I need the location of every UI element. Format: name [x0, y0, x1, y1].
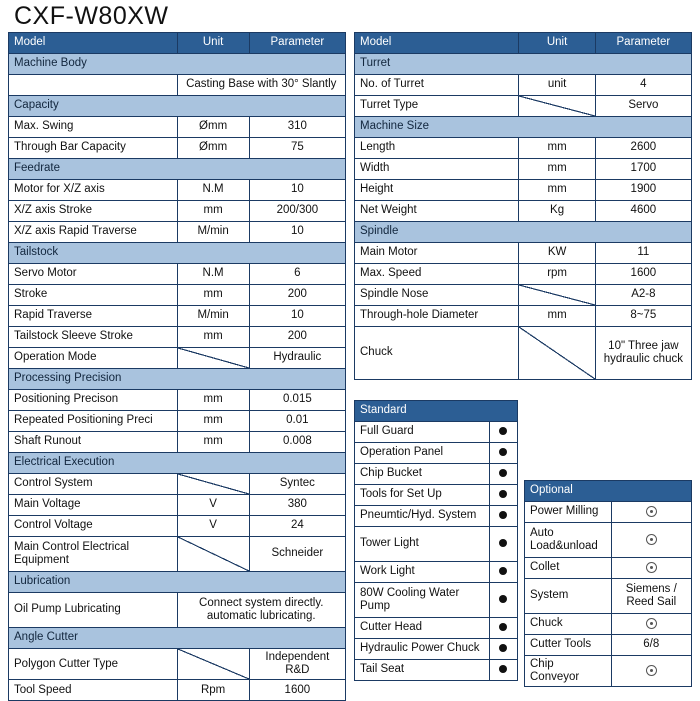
- list-item: [525, 656, 692, 687]
- list-item: [355, 527, 518, 562]
- filled-dot-icon: [499, 665, 507, 673]
- row-param: 10" Three jaw hydraulic chuck: [595, 327, 691, 380]
- left-spec-table: [8, 32, 346, 701]
- row-label: Max. Speed: [355, 264, 519, 285]
- section-row-electrical-execution: [9, 453, 346, 474]
- row-label: No. of Turret: [355, 75, 519, 96]
- table-row: [355, 243, 692, 264]
- column-header-unit: Unit: [519, 33, 595, 54]
- filled-dot-icon: [499, 427, 507, 435]
- table-row: [9, 537, 346, 572]
- row-unit: mm: [519, 180, 595, 201]
- row-unit: Kg: [519, 201, 595, 222]
- row-unit-empty-slash: [519, 327, 595, 380]
- table-row: [9, 593, 346, 628]
- standard-item-label: Operation Panel: [355, 443, 490, 464]
- section-row-capacity: [9, 96, 346, 117]
- circle-dot-icon: [646, 562, 657, 573]
- row-label: Positioning Precison: [9, 390, 178, 411]
- section-label: Tailstock: [9, 243, 346, 264]
- section-row-machine-body: [9, 54, 346, 75]
- standard-item-mark: [489, 527, 517, 562]
- row-unit: Ømm: [177, 138, 249, 159]
- table-row: [9, 390, 346, 411]
- table-row: [9, 306, 346, 327]
- table-header-row: [355, 33, 692, 54]
- row-param: 1600: [595, 264, 691, 285]
- optional-item-label: Cutter Tools: [525, 635, 612, 656]
- row-unit: Ømm: [177, 117, 249, 138]
- row-unit: KW: [519, 243, 595, 264]
- standard-item-label: Tools for Set Up: [355, 485, 490, 506]
- standard-item-mark: [489, 443, 517, 464]
- table-row: [355, 138, 692, 159]
- circle-dot-icon: [646, 534, 657, 545]
- filled-dot-icon: [499, 490, 507, 498]
- standard-item-mark: [489, 485, 517, 506]
- row-param: 0.008: [249, 432, 345, 453]
- table-row: [9, 180, 346, 201]
- standard-item-label: Chip Bucket: [355, 464, 490, 485]
- right-spec-table: [354, 32, 692, 380]
- optional-item-mark: [611, 523, 691, 558]
- row-param: 200: [249, 327, 345, 348]
- row-label: Oil Pump Lubricating: [9, 593, 178, 628]
- list-item: [355, 618, 518, 639]
- standard-item-label: Work Light: [355, 562, 490, 583]
- row-label: X/Z axis Stroke: [9, 201, 178, 222]
- row-unit: mm: [177, 432, 249, 453]
- filled-dot-icon: [499, 511, 507, 519]
- row-unit-empty-slash: [177, 348, 249, 369]
- table-row: [9, 516, 346, 537]
- table-row: [355, 159, 692, 180]
- row-param: Hydraulic: [249, 348, 345, 369]
- table-row: [9, 327, 346, 348]
- section-label: Capacity: [9, 96, 346, 117]
- standard-item-mark: [489, 660, 517, 681]
- list-item: [525, 558, 692, 579]
- row-label: Width: [355, 159, 519, 180]
- row-label: Chuck: [355, 327, 519, 380]
- standard-item-mark: [489, 562, 517, 583]
- row-param: 380: [249, 495, 345, 516]
- optional-item-label: Chuck: [525, 614, 612, 635]
- section-row-spindle: [355, 222, 692, 243]
- row-param: 0.01: [249, 411, 345, 432]
- standard-item-label: Tower Light: [355, 527, 490, 562]
- row-label: Height: [355, 180, 519, 201]
- filled-dot-icon: [499, 567, 507, 575]
- row-param: 1700: [595, 159, 691, 180]
- circle-dot-icon: [646, 665, 657, 676]
- circle-dot-icon: [646, 506, 657, 517]
- row-param: 1900: [595, 180, 691, 201]
- table-row: [9, 474, 346, 495]
- list-item: [525, 614, 692, 635]
- table-row: [9, 222, 346, 243]
- row-param: A2-8: [595, 285, 691, 306]
- section-row-feedrate: [9, 159, 346, 180]
- standard-item-mark: [489, 639, 517, 660]
- row-param: 75: [249, 138, 345, 159]
- row-param: 310: [249, 117, 345, 138]
- optional-item-mark: [611, 558, 691, 579]
- table-row: [355, 264, 692, 285]
- row-label: X/Z axis Rapid Traverse: [9, 222, 178, 243]
- table-row: [9, 411, 346, 432]
- optional-equipment-table: [524, 480, 692, 687]
- row-param: 24: [249, 516, 345, 537]
- table-row: [9, 348, 346, 369]
- row-label: Max. Swing: [9, 117, 178, 138]
- filled-dot-icon: [499, 448, 507, 456]
- row-unit: N.M: [177, 264, 249, 285]
- row-unit-empty-slash: [519, 285, 595, 306]
- standard-item-mark: [489, 506, 517, 527]
- list-item: [355, 464, 518, 485]
- row-label: Spindle Nose: [355, 285, 519, 306]
- standard-header-label: Standard: [355, 401, 518, 422]
- row-param: Servo: [595, 96, 691, 117]
- row-param: 4: [595, 75, 691, 96]
- table-row: [9, 264, 346, 285]
- row-param: 0.015: [249, 390, 345, 411]
- row-unit-empty-slash: [519, 96, 595, 117]
- list-item: [355, 422, 518, 443]
- row-label: Tailstock Sleeve Stroke: [9, 327, 178, 348]
- section-row-machine-size: [355, 117, 692, 138]
- standard-item-mark: [489, 464, 517, 485]
- section-label: Electrical Execution: [9, 453, 346, 474]
- row-param: 6: [249, 264, 345, 285]
- section-row-tailstock: [9, 243, 346, 264]
- row-param: 10: [249, 180, 345, 201]
- list-item: [355, 506, 518, 527]
- optional-item-label: System: [525, 579, 612, 614]
- row-param: 8~75: [595, 306, 691, 327]
- row-label: Through Bar Capacity: [9, 138, 178, 159]
- row-param: 200: [249, 285, 345, 306]
- standard-item-label: Hydraulic Power Chuck: [355, 639, 490, 660]
- optional-item-label: Collet: [525, 558, 612, 579]
- column-header-model: Model: [9, 33, 178, 54]
- optional-header-label: Optional: [525, 481, 692, 502]
- row-label: Control System: [9, 474, 178, 495]
- row-label: Main Motor: [355, 243, 519, 264]
- list-item: [355, 562, 518, 583]
- row-unit: N.M: [177, 180, 249, 201]
- list-item: [355, 583, 518, 618]
- row-param: Schneider: [249, 537, 345, 572]
- row-unit: mm: [177, 411, 249, 432]
- table-row: [9, 117, 346, 138]
- table-row: [355, 201, 692, 222]
- section-label: Lubrication: [9, 572, 346, 593]
- column-header-model: Model: [355, 33, 519, 54]
- table-row: [9, 649, 346, 680]
- standard-item-label: Full Guard: [355, 422, 490, 443]
- optional-header-row: [525, 481, 692, 502]
- row-label: Turret Type: [355, 96, 519, 117]
- section-row-lubrication: [9, 572, 346, 593]
- section-label: Angle Cutter: [9, 628, 346, 649]
- section-label: Feedrate: [9, 159, 346, 180]
- optional-item-mark: [611, 502, 691, 523]
- row-param: Syntec: [249, 474, 345, 495]
- optional-item-value: 6/8: [611, 635, 691, 656]
- filled-dot-icon: [499, 539, 507, 547]
- table-row: [355, 180, 692, 201]
- section-label: Processing Precision: [9, 369, 346, 390]
- row-label: Polygon Cutter Type: [9, 649, 178, 680]
- row-param: 2600: [595, 138, 691, 159]
- row-param: 4600: [595, 201, 691, 222]
- row-unit-empty-slash: [177, 474, 249, 495]
- optional-item-label: Auto Load&unload: [525, 523, 612, 558]
- row-unit: M/min: [177, 222, 249, 243]
- row-unit: unit: [519, 75, 595, 96]
- optional-item-label: Chip Conveyor: [525, 656, 612, 687]
- filled-dot-icon: [499, 469, 507, 477]
- row-unit: mm: [519, 159, 595, 180]
- row-param: Connect system directly. automatic lubricating.: [177, 593, 346, 628]
- list-item: [525, 579, 692, 614]
- row-label: [9, 75, 178, 96]
- row-unit-empty-slash: [177, 537, 249, 572]
- standard-item-label: Pneumtic/Hyd. System: [355, 506, 490, 527]
- row-unit: mm: [177, 201, 249, 222]
- section-label: Spindle: [355, 222, 692, 243]
- column-header-unit: Unit: [177, 33, 249, 54]
- row-value: Casting Base with 30° Slantly: [177, 75, 346, 96]
- row-unit: M/min: [177, 306, 249, 327]
- list-item: [355, 660, 518, 681]
- table-row: [355, 75, 692, 96]
- row-unit: mm: [177, 390, 249, 411]
- row-label: Shaft Runout: [9, 432, 178, 453]
- list-item: [355, 485, 518, 506]
- row-param: 1600: [249, 680, 345, 701]
- list-item: [525, 635, 692, 656]
- row-label: Rapid Traverse: [9, 306, 178, 327]
- filled-dot-icon: [499, 595, 507, 603]
- optional-item-mark: [611, 614, 691, 635]
- row-unit: mm: [519, 306, 595, 327]
- column-header-parameter: Parameter: [595, 33, 691, 54]
- circle-dot-icon: [646, 618, 657, 629]
- row-label: Net Weight: [355, 201, 519, 222]
- standard-item-mark: [489, 618, 517, 639]
- table-row: [355, 285, 692, 306]
- table-row: [355, 96, 692, 117]
- row-param: 11: [595, 243, 691, 264]
- section-label: Machine Size: [355, 117, 692, 138]
- row-label: Servo Motor: [9, 264, 178, 285]
- table-row: [355, 327, 692, 380]
- table-row: [9, 495, 346, 516]
- filled-dot-icon: [499, 623, 507, 631]
- row-unit: V: [177, 495, 249, 516]
- row-label: Repeated Positioning Preci: [9, 411, 178, 432]
- row-param: 10: [249, 306, 345, 327]
- table-row: [9, 138, 346, 159]
- row-label: Stroke: [9, 285, 178, 306]
- section-label: Turret: [355, 54, 692, 75]
- table-row: [355, 306, 692, 327]
- list-item: [525, 523, 692, 558]
- row-param: Independent R&D: [249, 649, 345, 680]
- optional-item-value: Siemens / Reed Sail: [611, 579, 691, 614]
- standard-item-mark: [489, 583, 517, 618]
- standard-item-label: 80W Cooling Water Pump: [355, 583, 490, 618]
- standard-header-row: [355, 401, 518, 422]
- row-unit: mm: [177, 327, 249, 348]
- list-item: [355, 443, 518, 464]
- row-param: 200/300: [249, 201, 345, 222]
- row-unit: V: [177, 516, 249, 537]
- row-label: Tool Speed: [9, 680, 178, 701]
- section-row-turret: [355, 54, 692, 75]
- section-label: Machine Body: [9, 54, 346, 75]
- list-item: [525, 502, 692, 523]
- table-row: [9, 432, 346, 453]
- standard-item-label: Cutter Head: [355, 618, 490, 639]
- row-label: Operation Mode: [9, 348, 178, 369]
- optional-item-label: Power Milling: [525, 502, 612, 523]
- row-label: Main Control Electrical Equipment: [9, 537, 178, 572]
- row-unit: Rpm: [177, 680, 249, 701]
- standard-equipment-table: [354, 400, 518, 681]
- row-label: Main Voltage: [9, 495, 178, 516]
- optional-item-mark: [611, 656, 691, 687]
- table-row: [9, 680, 346, 701]
- row-label: Motor for X/Z axis: [9, 180, 178, 201]
- list-item: [355, 639, 518, 660]
- row-unit: rpm: [519, 264, 595, 285]
- table-row: [9, 285, 346, 306]
- standard-item-mark: [489, 422, 517, 443]
- column-header-parameter: Parameter: [249, 33, 345, 54]
- table-row: [9, 75, 346, 96]
- row-unit-empty-slash: [177, 649, 249, 680]
- row-unit: mm: [519, 138, 595, 159]
- row-param: 10: [249, 222, 345, 243]
- row-label: Through-hole Diameter: [355, 306, 519, 327]
- filled-dot-icon: [499, 644, 507, 652]
- section-row-angle-cutter: [9, 628, 346, 649]
- page-title: CXF-W80XW: [14, 2, 169, 30]
- row-label: Length: [355, 138, 519, 159]
- section-row-processing-precision: [9, 369, 346, 390]
- table-header-row: [9, 33, 346, 54]
- row-unit: mm: [177, 285, 249, 306]
- row-label: Control Voltage: [9, 516, 178, 537]
- standard-item-label: Tail Seat: [355, 660, 490, 681]
- table-row: [9, 201, 346, 222]
